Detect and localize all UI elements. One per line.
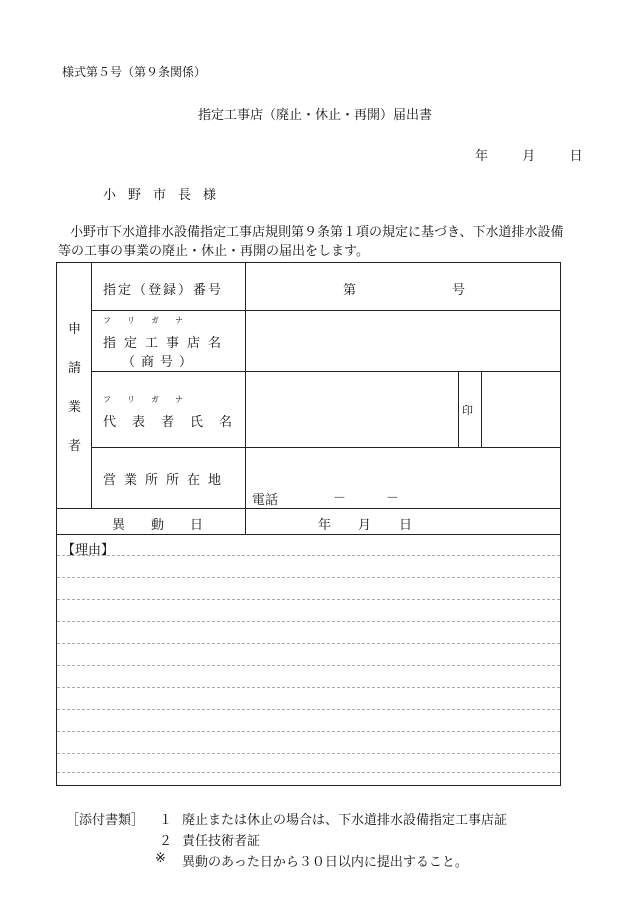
attachment-2-number: ２ xyxy=(159,834,173,849)
row-divider-1 xyxy=(91,310,561,311)
row-divider-5 xyxy=(56,534,561,535)
document-title: 指定工事店（廃止・休止・再開）届出書 xyxy=(197,108,432,123)
phone-dash-2: － xyxy=(386,491,400,506)
submission-date xyxy=(475,145,583,164)
date-month-label: 月 xyxy=(522,149,536,164)
reason-line xyxy=(57,621,560,622)
reg-number-label: 指定（登録）番号 xyxy=(103,283,224,298)
applicant-label-1: 申 xyxy=(68,322,82,337)
intro-text: 小野市下水道排水設備指定工事店規則第９条第１項の規定に基づき、下水道排水設備等の工事の事業の廃止・休止・再開の届出をします。 xyxy=(58,225,564,259)
reason-line xyxy=(57,753,560,754)
change-date-year: 年 xyxy=(318,518,332,533)
applicant-label-2: 請 xyxy=(68,361,82,376)
row-divider-4 xyxy=(56,508,561,509)
attachment-1-text: 廃止または休止の場合は、下水道排水設備指定工事店証 xyxy=(182,813,508,828)
attachment-2-text: 責任技術者証 xyxy=(182,834,261,849)
date-year-label: 年 xyxy=(475,149,489,164)
change-date-label: 異動日 xyxy=(112,518,230,533)
shop-name-label: 指定工事店名 xyxy=(103,336,230,351)
table-right-border xyxy=(560,262,561,786)
row-divider-3 xyxy=(91,447,561,448)
applicant-label-3: 業 xyxy=(68,400,82,415)
reason-line xyxy=(57,731,560,732)
table-left-border xyxy=(56,262,57,786)
rep-furigana-label: フ リ ガ ナ xyxy=(103,395,183,404)
reason-line xyxy=(57,709,560,710)
table-bottom-border xyxy=(56,785,561,786)
reason-line xyxy=(57,555,560,556)
reason-line xyxy=(57,772,560,773)
office-address-label: 営業所所在地 xyxy=(103,473,230,488)
reason-label: 【理由】 xyxy=(62,543,115,558)
table-top-border xyxy=(56,262,561,263)
change-date-month: 月 xyxy=(358,518,372,533)
attachment-1-number: １ xyxy=(159,813,173,828)
note-mark: ※ xyxy=(155,851,166,866)
row-divider-2 xyxy=(91,371,561,372)
shop-furigana-label: フ リ ガ ナ xyxy=(103,316,183,325)
reg-number-prefix: 第 xyxy=(343,283,357,298)
addressee: 小野市長様 xyxy=(103,188,229,203)
rep-name-label: 代表者氏名 xyxy=(103,415,249,430)
label-column-divider xyxy=(245,262,246,534)
applicant-label-4: 者 xyxy=(68,439,82,454)
reg-number-suffix: 号 xyxy=(452,283,466,298)
reason-line xyxy=(57,643,560,644)
reason-line xyxy=(57,687,560,688)
shop-name-sub-label: （商号） xyxy=(122,355,199,370)
applicant-column-divider xyxy=(91,262,92,508)
seal-column-left xyxy=(458,371,459,447)
note-text: 異動のあった日から３０日以内に提出すること。 xyxy=(182,855,468,870)
reason-line xyxy=(57,665,560,666)
phone-label: 電話 xyxy=(252,493,279,508)
attachments-label: ［添付書類］ xyxy=(66,813,145,828)
seal-column-right xyxy=(481,371,482,447)
reason-line xyxy=(57,577,560,578)
seal-mark: 印 xyxy=(462,404,473,417)
reason-line xyxy=(57,599,560,600)
change-date-day: 日 xyxy=(399,518,413,533)
form-number: 様式第５号（第９条関係） xyxy=(62,65,207,79)
date-day-label: 日 xyxy=(569,149,583,164)
phone-dash-1: － xyxy=(333,491,347,506)
